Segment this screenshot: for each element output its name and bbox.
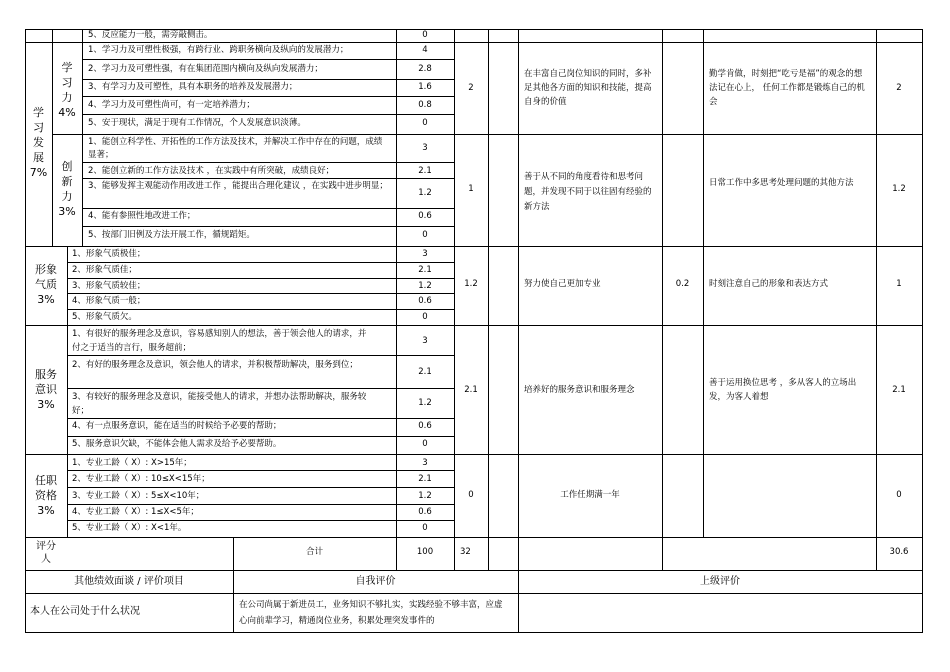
criterion-text: 3、能够发挥主观能动作用改进工作 ，能提出合理化建议 ，在实践中进步明显； (88, 181, 388, 191)
criterion-text: 4、专业工龄（ X）: 1≤X<5年； (72, 507, 199, 517)
criterion-text: 3、形象气质较佳； (72, 281, 146, 291)
criterion-score: 0.6 (418, 507, 432, 517)
criterion-score: 1.6 (418, 82, 432, 92)
rater-label: 评分 人 (36, 541, 56, 565)
criterion-text: 5、安于现状，满足于现有工作情况，个人发展意识淡薄。 (88, 118, 306, 128)
criterion-text: 1、有很好的服务理念及意识，容易感知别人的想法，善于领会他人的请求，并付之于适当的言行，服务超前； (72, 329, 367, 353)
other-item-header: 其他绩效面谈 / 评价项目 (74, 576, 184, 587)
self-score: 2.1 (464, 385, 478, 395)
criterion-text: 4、学习力及可塑性尚可，有一定培养潜力； (88, 100, 255, 110)
criterion-score: 0.6 (418, 421, 432, 431)
supervisor-score: 0 (896, 490, 902, 500)
criterion-text: 5、反应能力一般，需旁敲侧击。 (88, 30, 213, 40)
self-eval-header: 自我评价 (355, 576, 396, 587)
criterion-text: 1、学习力及可塑性极强，有跨行业、跨职务横向及纵向的发展潜力； (88, 45, 349, 55)
section-label-qualification: 任职 资格 3% (35, 474, 57, 517)
criterion-score: 0 (422, 312, 428, 322)
self-comment: 努力使自己更加专业 (524, 279, 601, 289)
supervisor-score: 2.1 (892, 385, 906, 395)
criterion-text: 1、形象气质极佳； (72, 249, 146, 259)
supervisor-comment: 勤学肯做，时刻把“吃亏是福”的观念的想法记在心上， 任何工作都是锻炼自己的机会 (709, 69, 865, 107)
criterion-score: 0.8 (418, 100, 432, 110)
section-label-innovation: 创 新 力 3% (58, 160, 76, 218)
supervisor-comment: 日常工作中多思考处理问题的其他方法 (709, 178, 854, 188)
supervisor-eval-header: 上级评价 (700, 576, 740, 587)
criterion-text: 4、能有参照性地改进工作； (88, 211, 196, 221)
criterion-score: 3 (422, 143, 428, 153)
self-comment: 在丰富自己岗位知识的同时，多补足其他各方面的知识和技能，提高自身的价值 (524, 69, 652, 107)
criterion-text: 2、有好的服务理念及意识，领会他人的请求，并积极帮助解决，服务到位； (72, 360, 358, 370)
total-label: 合计 (305, 547, 323, 557)
criterion-score: 3 (422, 336, 428, 346)
criterion-score: 1.2 (418, 281, 432, 291)
section-label-service: 服务 意识 3% (35, 368, 57, 411)
other-self-answer: 在公司尚属于新进员工，业务知识不够扎实，实践经验不够丰富，应虚心向前辈学习，精通岗位业务，积累处理突发事件的 (239, 600, 503, 626)
supervisor-comment: 善于运用换位思考 ，多从客人的立场出发，为客人着想 (709, 378, 857, 402)
criterion-score: 0 (422, 230, 428, 240)
self-score: 2 (468, 83, 474, 93)
criterion-score: 2.1 (418, 367, 432, 377)
criterion-text: 3、专业工龄（ X）: 5≤X<10年； (72, 491, 205, 501)
criterion-score: 3 (422, 458, 428, 468)
total-score: 100 (416, 547, 434, 557)
criterion-score: 0 (422, 523, 428, 533)
criterion-text: 1、专业工龄（ X）: X>15年； (72, 458, 192, 468)
criterion-text: 2、形象气质佳； (72, 265, 137, 275)
supervisor-score: 2 (896, 83, 902, 93)
self-comment: 善于从不同的角度看待和思考问题，并发现不同于以往固有经验的新方法 (524, 172, 652, 212)
criterion-score: 0 (422, 439, 428, 449)
section-label-image: 形象 气质 3% (35, 263, 57, 306)
criterion-score: 3 (422, 249, 428, 259)
criterion-text: 4、形象气质一般； (72, 296, 146, 306)
other-question: 本人在公司处于什么状况 (30, 606, 140, 617)
criterion-score: 2.1 (418, 265, 432, 275)
self-score: 1 (468, 184, 474, 194)
criterion-text: 5、服务意识欠缺，不能体会他人需求及给予必要帮助。 (72, 439, 282, 449)
criterion-text: 5、专业工龄（ X）: X<1年。 (72, 523, 187, 533)
criterion-score: 4 (422, 45, 428, 55)
criterion-text: 4、有一点服务意识，能在适当的时候给予必要的帮助； (72, 421, 282, 431)
supervisor-score: 1 (896, 279, 902, 289)
criterion-score: 1.2 (418, 188, 432, 198)
criterion-text: 2、学习力及可塑性强，有在集团范围内横向及纵向发展潜力； (88, 64, 323, 74)
criterion-text: 2、能创立新的工作方法及技术 ，在实践中有所突破，成绩良好； (88, 166, 335, 176)
supervisor-score: 1.2 (892, 184, 906, 194)
criterion-score: 0.6 (418, 211, 432, 221)
section-label-learning-development: 学 习 发 展 7% (29, 106, 48, 179)
criterion-text: 2、专业工龄（ X）: 10≤X<15年； (72, 474, 210, 484)
criterion-text: 3、有学习力及可塑性，具有本职务的培养及发展潜力； (88, 82, 298, 92)
criterion-text: 5、按部门旧例及方法开展工作，循规蹈矩。 (88, 230, 255, 240)
criterion-score: 2.1 (418, 474, 432, 484)
section-label-learning-ability: 学 习 力 4% (58, 61, 76, 119)
criterion-score: 1.2 (418, 398, 432, 408)
criterion-score: 2.8 (418, 64, 432, 74)
criterion-score: 2.1 (418, 166, 432, 176)
self-comment: 工作任期满一年 (560, 490, 620, 500)
supervisor-total: 30.6 (889, 547, 909, 557)
criterion-score: 0.6 (418, 296, 432, 306)
supervisor-comment: 时刻注意自己的形象和表达方式 (709, 279, 829, 289)
criterion-score: 0 (422, 30, 428, 40)
self-total: 32 (460, 547, 471, 557)
self-score: 1.2 (464, 279, 478, 289)
criterion-score: 0 (422, 118, 428, 128)
self-score: 0 (468, 490, 474, 500)
criterion-text: 5、形象气质欠。 (72, 312, 137, 322)
criterion-text: 1、能创立科学性、开拓性的工作方法及技术，并解决工作中存在的问题，成绩显著； (88, 137, 383, 160)
mid-score: 0.2 (675, 279, 690, 289)
criterion-score: 1.2 (418, 491, 432, 501)
self-comment: 培养好的服务意识和服务理念 (524, 385, 635, 395)
criterion-text: 3、有较好的服务理念及意识，能接受他人的请求，并想办法帮助解决，服务较好； (72, 392, 367, 416)
